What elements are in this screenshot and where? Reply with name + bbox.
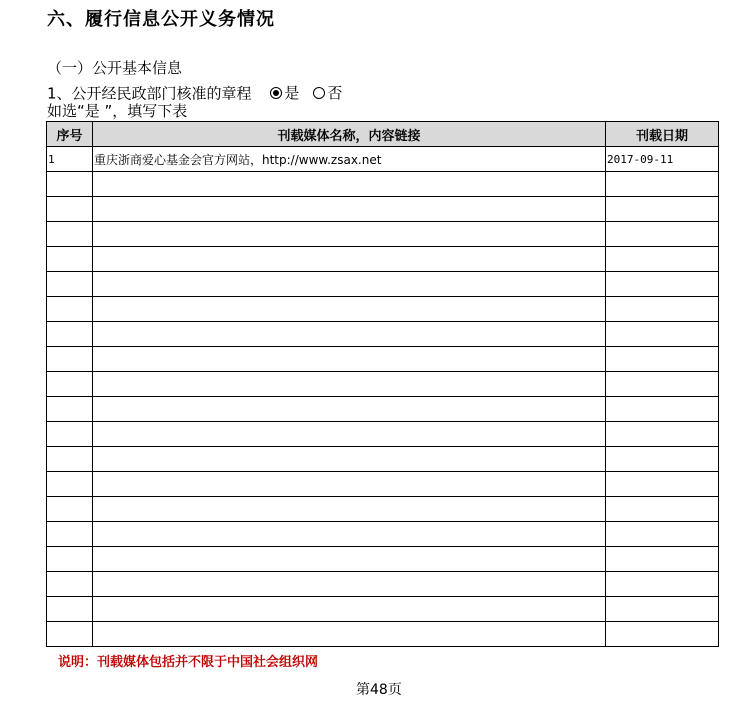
cell-media-name	[93, 422, 606, 447]
cell-index	[47, 472, 93, 497]
table-row	[47, 622, 719, 647]
table-row	[47, 397, 719, 422]
cell-date	[606, 622, 719, 647]
cell-date	[606, 397, 719, 422]
cell-media-name	[93, 622, 606, 647]
table-row	[47, 547, 719, 572]
table-row	[47, 172, 719, 197]
table-row	[47, 197, 719, 222]
cell-media-name	[93, 572, 606, 597]
cell-date	[606, 447, 719, 472]
cell-index	[47, 222, 93, 247]
cell-index: 1	[47, 147, 93, 172]
cell-date	[606, 547, 719, 572]
media-table	[46, 121, 719, 647]
table-header-row	[47, 122, 719, 147]
header-index: 序号	[47, 122, 93, 147]
cell-media-name	[93, 172, 606, 197]
cell-index	[47, 322, 93, 347]
yes-no-radio-group	[270, 82, 356, 103]
subsection-title: （一）公开基本信息	[47, 59, 183, 77]
cell-date	[606, 347, 719, 372]
table-row	[47, 322, 719, 347]
cell-index	[47, 497, 93, 522]
cell-media-name	[93, 547, 606, 572]
cell-index	[47, 597, 93, 622]
radio-no[interactable]	[313, 87, 325, 99]
cell-index	[47, 272, 93, 297]
cell-date	[606, 497, 719, 522]
cell-date	[606, 272, 719, 297]
cell-media-name	[93, 197, 606, 222]
table-row	[47, 272, 719, 297]
cell-date	[606, 572, 719, 597]
cell-index	[47, 347, 93, 372]
cell-media-name	[93, 397, 606, 422]
cell-media-name: 重庆浙商爱心基金会官方网站，http://www.zsax.net	[93, 147, 606, 172]
table-row	[47, 497, 719, 522]
question-text: 1、公开经民政部门核准的章程	[47, 84, 252, 103]
table-row	[47, 222, 719, 247]
cell-index	[47, 522, 93, 547]
cell-date	[606, 197, 719, 222]
cell-date	[606, 372, 719, 397]
cell-date	[606, 597, 719, 622]
table-row	[47, 247, 719, 272]
table-row	[47, 147, 719, 172]
radio-yes[interactable]	[270, 87, 282, 99]
fill-hint: 如选“是 ”，填写下表	[47, 102, 188, 120]
cell-media-name	[93, 347, 606, 372]
cell-date	[606, 422, 719, 447]
cell-index	[47, 297, 93, 322]
cell-media-name	[93, 472, 606, 497]
cell-index	[47, 172, 93, 197]
cell-media-name	[93, 247, 606, 272]
cell-index	[47, 197, 93, 222]
cell-media-name	[93, 322, 606, 347]
cell-index	[47, 422, 93, 447]
table-row	[47, 472, 719, 497]
radio-yes-label: 是	[284, 84, 300, 102]
cell-media-name	[93, 597, 606, 622]
cell-date	[606, 222, 719, 247]
table-row	[47, 372, 719, 397]
cell-date	[606, 322, 719, 347]
cell-index	[47, 622, 93, 647]
cell-index	[47, 397, 93, 422]
cell-media-name	[93, 447, 606, 472]
header-date: 刊载日期	[606, 122, 719, 147]
cell-index	[47, 447, 93, 472]
cell-index	[47, 547, 93, 572]
cell-media-name	[93, 297, 606, 322]
cell-date	[606, 472, 719, 497]
cell-media-name	[93, 222, 606, 247]
table-row	[47, 597, 719, 622]
note-text: 说明：刊载媒体包括并不限于中国社会组织网	[58, 655, 319, 670]
table-row	[47, 422, 719, 447]
table-row	[47, 347, 719, 372]
cell-index	[47, 372, 93, 397]
cell-index	[47, 247, 93, 272]
cell-media-name	[93, 497, 606, 522]
cell-date	[606, 297, 719, 322]
cell-date	[606, 247, 719, 272]
page-number: 第48页	[356, 682, 402, 698]
cell-media-name	[93, 272, 606, 297]
cell-media-name	[93, 372, 606, 397]
radio-no-label: 否	[327, 84, 343, 102]
table-row	[47, 572, 719, 597]
table-row	[47, 297, 719, 322]
table-row	[47, 522, 719, 547]
cell-date: 2017-09-11	[606, 147, 719, 172]
table-row	[47, 447, 719, 472]
section-title: 六、履行信息公开义务情况	[47, 9, 275, 30]
cell-index	[47, 572, 93, 597]
cell-date	[606, 522, 719, 547]
cell-date	[606, 172, 719, 197]
cell-media-name	[93, 522, 606, 547]
header-media-name: 刊载媒体名称，内容链接	[93, 122, 606, 147]
